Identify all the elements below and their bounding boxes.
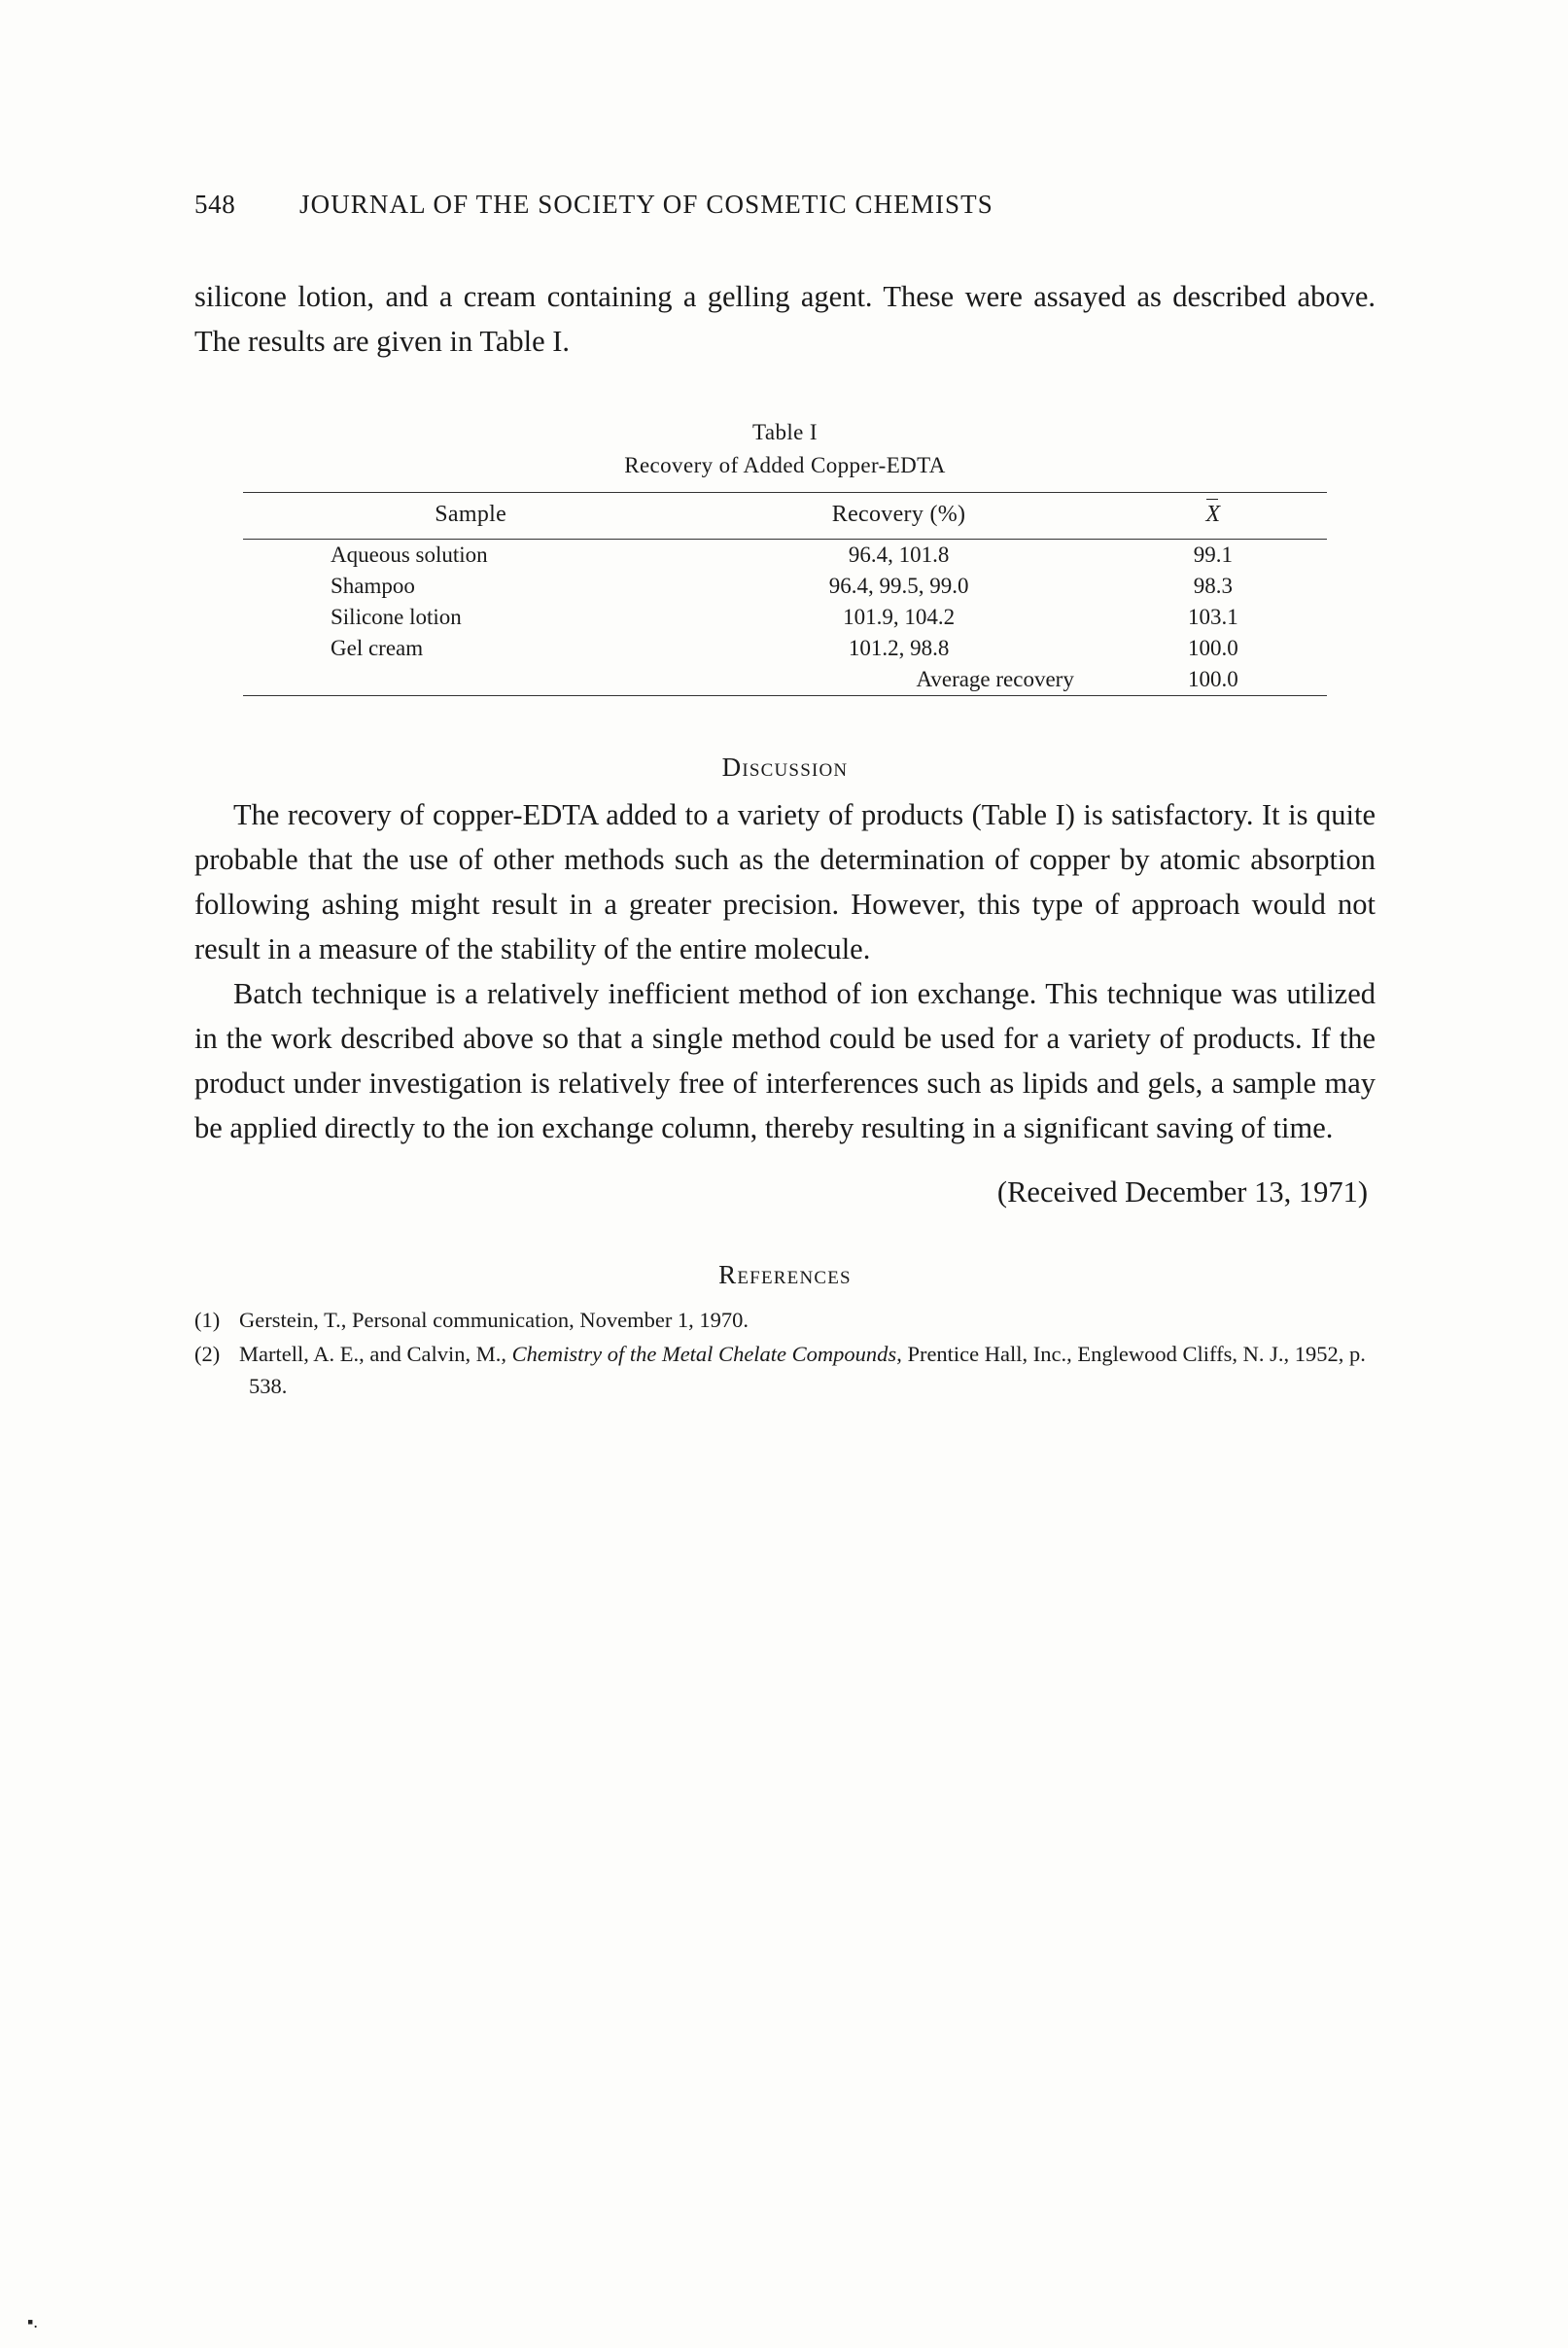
cell-mean: 100.0	[1188, 636, 1238, 660]
discussion-paragraph-2: Batch technique is a relatively inefficient method of ion exchange. This technique was utilized in the work described above so that a single method could be used for a variety of products. If the product under investigation is relatively free of interferences such as lipids and gels, a sample may be applied directly to the ion exchange column, thereby resulting in a significant saving of time.	[194, 977, 1376, 1144]
references-heading: References	[718, 1260, 852, 1289]
reference-text-before: Martell, A. E., and Calvin, M.,	[239, 1342, 512, 1366]
cell-sample: Gel cream	[331, 636, 424, 660]
cell-recovery: 96.4, 99.5, 99.0	[828, 574, 969, 598]
table-row	[243, 571, 1327, 602]
reference-text: Gerstein, T., Personal communication, November 1, 1970.	[239, 1308, 749, 1332]
cell-recovery: 96.4, 101.8	[848, 543, 950, 567]
average-recovery-value: 100.0	[1099, 664, 1327, 696]
cell-recovery: 101.9, 104.2	[843, 605, 956, 629]
discussion-paragraph-1: The recovery of copper-EDTA added to a variety of products (Table I) is satisfactory. It is quite probable that the use of other methods such as the determination of copper by atomic absorption following ashing might result in a greater precision. However, this type of approach would not result in a measure of the stability of the entire molecule.	[194, 798, 1376, 965]
table-title: Recovery of Added Copper-EDTA	[624, 453, 946, 477]
cell-sample: Silicone lotion	[331, 605, 462, 629]
table-row	[243, 540, 1327, 572]
table-i	[194, 416, 1376, 696]
reference-text-after: , Prentice Hall, Inc., Englewood Cliffs, N. J., 1952, p. 538.	[249, 1342, 1366, 1398]
cell-mean: 103.1	[1188, 605, 1238, 629]
column-header-mean: X	[1099, 493, 1327, 540]
reference-title-italic: Chemistry of the Metal Chelate Compounds	[511, 1342, 897, 1366]
table-caption	[194, 416, 1376, 482]
table-number: Table I	[752, 420, 818, 444]
table-row	[243, 633, 1327, 664]
table-average-row	[243, 664, 1327, 696]
list-item	[194, 1304, 1376, 1336]
page-content	[194, 190, 1376, 1404]
reference-number: (1)	[194, 1308, 221, 1332]
average-recovery-label: Average recovery	[698, 664, 1099, 696]
received-date: (Received December 13, 1971)	[996, 1175, 1368, 1209]
cell-empty	[243, 664, 698, 696]
corner-mark: ▪.	[27, 2312, 38, 2331]
cell-mean: 99.1	[1193, 543, 1234, 567]
table-row	[243, 602, 1327, 633]
journal-title: JOURNAL OF THE SOCIETY OF COSMETIC CHEMISTS	[299, 190, 993, 219]
cell-mean: 98.3	[1193, 574, 1234, 598]
reference-number: (2)	[194, 1342, 221, 1366]
intro-paragraph: silicone lotion, and a cream containing a gelling agent. These were assayed as described above. The results are given in Table I.	[194, 280, 1376, 358]
cell-sample: Aqueous solution	[331, 543, 488, 567]
running-head	[194, 190, 1376, 220]
recovery-table	[243, 492, 1327, 696]
reference-list	[194, 1304, 1376, 1402]
cell-sample: Shampoo	[331, 574, 415, 598]
list-item	[194, 1338, 1376, 1402]
page-number: 548	[194, 190, 236, 219]
cell-recovery: 101.2, 98.8	[848, 636, 950, 660]
column-header-sample: Sample	[243, 493, 698, 540]
table-header-row	[243, 493, 1327, 540]
discussion-heading: Discussion	[721, 753, 849, 782]
column-header-recovery: Recovery (%)	[698, 493, 1099, 540]
